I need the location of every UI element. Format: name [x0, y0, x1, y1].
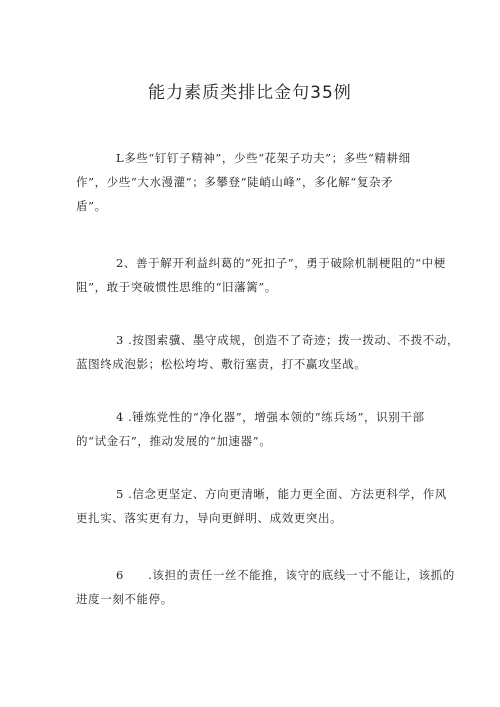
- paragraph-line: 5 .信念更坚定、方向更清晰，能力更全面、方法更科学，作风: [116, 487, 448, 501]
- paragraph-5: [76, 482, 448, 530]
- paragraph-line: 4 .锤炼党性的“净化器”，增强本领的“练兵场”，识别干部: [116, 410, 425, 424]
- paragraph-line: 6 .该担的责任一丝不能推，该守的底线一寸不能让，该抓的: [116, 568, 455, 582]
- paragraph-line: 的“试金石”，推动发展的“加速器”。: [76, 434, 272, 448]
- paragraph-1: [76, 146, 436, 218]
- paragraph-line: 作”，少些“大水漫灌”；多攀登“陡峭山峰”，多化解“复杂矛: [76, 175, 394, 189]
- paragraph-line: 更扎实、落实更有力，导向更鲜明、成效更突出。: [76, 511, 343, 525]
- paragraph-line: L多些“钉钉子精神”，少些“花架子功夫”；多些“精耕细: [116, 151, 411, 165]
- paragraph-line: 进度一刻不能停。: [76, 592, 173, 606]
- paragraph-2: [76, 251, 446, 299]
- paragraph-4: [76, 405, 436, 453]
- paragraph-6: [76, 563, 455, 611]
- paragraph-line: 蓝图终成泡影；松松垮垮、敷衍塞责，打不赢攻坚战。: [76, 357, 367, 371]
- document-title: 能力素质类排比金句35例: [148, 83, 352, 103]
- paragraph-line: 2、善于解开利益纠葛的“死扣子”，勇于破除机制梗阻的“中梗: [116, 256, 446, 270]
- paragraph-line: 3 .按图索骥、墨守成规，创造不了奇迹；拨一拨动、不拨不动，: [116, 333, 460, 347]
- paragraph-line: 盾”。: [76, 199, 107, 213]
- paragraph-3: [76, 328, 460, 376]
- paragraph-line: 阻”，敢于突破惯性思维的“旧藩篱”。: [76, 280, 277, 294]
